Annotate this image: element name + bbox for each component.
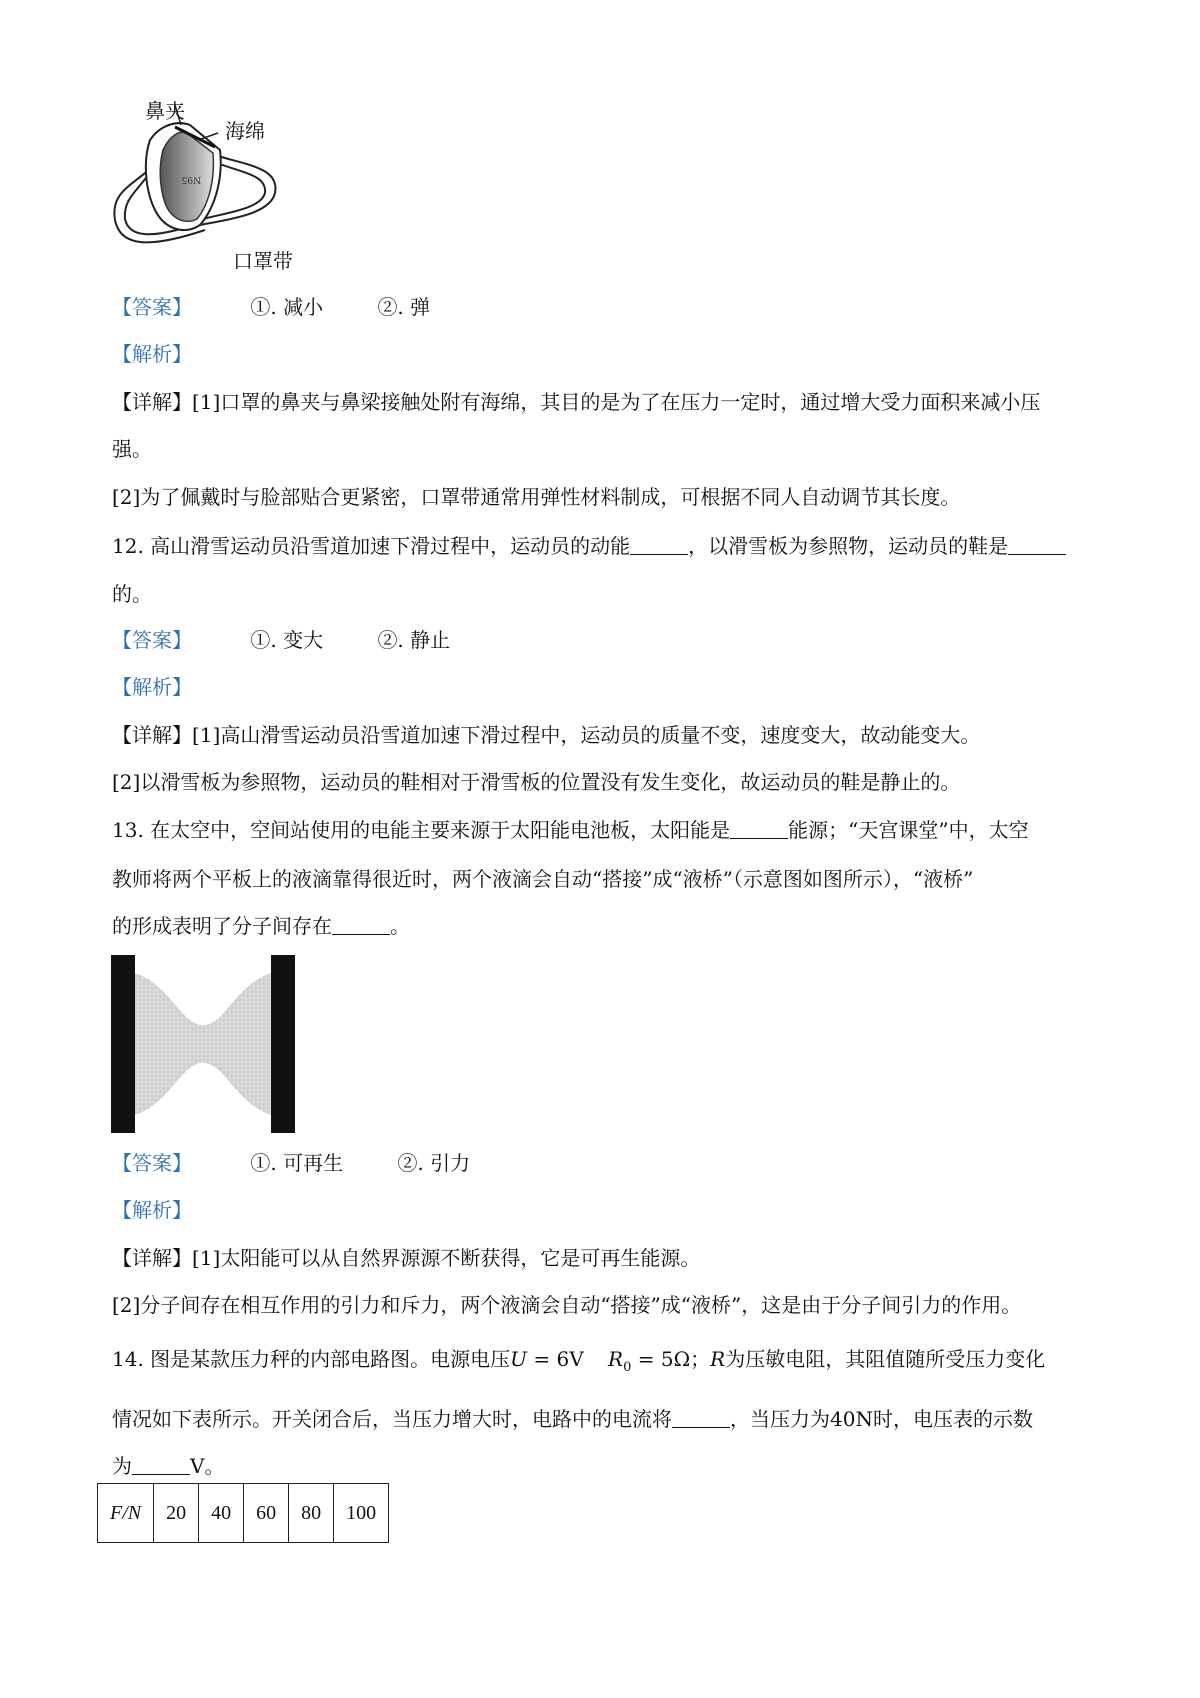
q13-stem-a: 13. 在太空中，空间站使用的电能主要来源于太阳能电池板，太阳能是 <box>112 818 731 842</box>
answer-1: ①. 可再生 <box>250 1151 344 1175</box>
q13-answer-line <box>112 1150 470 1176</box>
answer-1: ①. 减小 <box>250 295 324 319</box>
label-strap: 口罩带 <box>233 249 293 273</box>
table-cell: 60 <box>244 1484 289 1543</box>
q12-analysis-tag: 【解析】 <box>112 675 192 699</box>
q12-answer-line <box>112 627 450 653</box>
q12-detail-line1: 【详解】[1]高山滑雪运动员沿雪道加速下滑过程中，运动员的质量不变，速度变大，故动能变大。 <box>112 723 981 747</box>
answer-2: ②. 引力 <box>397 1151 471 1175</box>
answer-blank <box>332 916 390 935</box>
table-header-cell: F/N <box>98 1484 154 1543</box>
table-cell: 20 <box>154 1484 199 1543</box>
u-symbol: U <box>510 1347 528 1371</box>
q13-stem-e: 。 <box>390 914 410 938</box>
table-cell: 80 <box>289 1484 334 1543</box>
q14-stem-e: ，当压力为 <box>730 1407 830 1431</box>
answer-blank <box>672 1409 730 1428</box>
force-table <box>97 1483 389 1543</box>
q13-analysis-tag: 【解析】 <box>112 1198 192 1222</box>
answer-blank <box>132 1456 190 1475</box>
q13-stem-line3 <box>112 913 410 939</box>
q11-detail-line3: [2]为了佩戴时与脸部贴合更紧密，口罩带通常用弹性材料制成，可根据不同人自动调节其长度。 <box>112 485 961 509</box>
r0-value: = 5Ω <box>631 1347 691 1371</box>
q14-stem-a: 14. 图是某款压力秤的内部电路图。电源电压 <box>112 1347 511 1371</box>
mask-print: N95 <box>181 174 201 184</box>
table-cell: 100 <box>334 1484 389 1543</box>
q14-stem-line1 <box>112 1346 1045 1381</box>
q14-stem-g: 为 <box>112 1454 132 1478</box>
q13-stem-line1 <box>112 817 1029 843</box>
left-plate <box>111 955 135 1133</box>
q14-stem-d: 情况如下表所示。开关闭合后，当压力增大时，电路中的电流将 <box>112 1407 672 1431</box>
q12-stem-a: 12. 高山滑雪运动员沿雪道加速下滑过程中，运动员的动能 <box>112 534 631 558</box>
q14-stem-h: V。 <box>190 1454 225 1478</box>
mask-figure <box>105 95 305 275</box>
q14-stem-line2 <box>112 1406 1033 1432</box>
q11-answer-line <box>112 294 430 320</box>
answer-tag: 【答案】 <box>112 295 192 319</box>
u-value: = 6V <box>527 1347 584 1371</box>
liquid-bridge-figure <box>111 955 296 1133</box>
q11-analysis-tag: 【解析】 <box>112 342 192 366</box>
liquid-bridge-illustration <box>111 955 296 1133</box>
q13-stem-c: 教师将两个平板上的液滴靠得很近时，两个液滴会自动“搭接”成“液桥”（示意图如图所示），“液桥” <box>112 867 974 891</box>
q14-stem-f: 时，电压表的示数 <box>872 1407 1033 1431</box>
label-nose-clip: 鼻夹 <box>145 99 185 123</box>
q14-stem-b: ； <box>690 1347 711 1371</box>
q12-detail-line2: [2]以滑雪板为参照物，运动员的鞋相对于滑雪板的位置没有发生变化，故运动员的鞋是静止的。 <box>112 770 961 794</box>
q13-stem-d: 的形成表明了分子间存在 <box>112 914 332 938</box>
answer-2: ②. 静止 <box>377 628 451 652</box>
q12-stem-c: 的。 <box>112 582 152 606</box>
answer-blank <box>1008 536 1066 555</box>
q14-stem-c: 为压敏电阻，其阻值随所受压力变化 <box>725 1347 1046 1371</box>
r-symbol: R <box>710 1347 726 1371</box>
q11-detail-line2: 强。 <box>112 437 152 461</box>
answer-tag: 【答案】 <box>112 628 192 652</box>
answer-1: ①. 变大 <box>250 628 324 652</box>
table-cell: 40 <box>199 1484 244 1543</box>
q13-detail-line2: [2]分子间存在相互作用的引力和斥力，两个液滴会自动“搭接”成“液桥”，这是由于分子间引力的作用。 <box>112 1293 1022 1317</box>
answer-blank <box>630 536 688 555</box>
table-row <box>98 1484 389 1543</box>
q13-detail-line1: 【详解】[1]太阳能可以从自然界源源不断获得，它是可再生能源。 <box>112 1246 701 1270</box>
q12-stem-line1 <box>112 533 1066 559</box>
answer-blank <box>730 820 788 839</box>
force-value: 40N <box>830 1407 873 1431</box>
q14-stem-line3 <box>112 1453 224 1479</box>
q11-detail-line1: 【详解】[1]口罩的鼻夹与鼻梁接触处附有海绵，其目的是为了在压力一定时，通过增大受力面积来减小压 <box>112 390 1041 414</box>
q13-stem-b: 能源；“天宫课堂”中，太空 <box>788 818 1029 842</box>
q12-stem-b: ，以滑雪板为参照物，运动员的鞋是 <box>688 534 1009 558</box>
r0-subscript: 0 <box>623 1360 632 1375</box>
answer-2: ②. 弹 <box>377 295 431 319</box>
label-sponge: 海绵 <box>225 119 265 143</box>
right-plate <box>271 955 295 1133</box>
answer-tag: 【答案】 <box>112 1151 192 1175</box>
r0-symbol: R <box>608 1347 624 1371</box>
